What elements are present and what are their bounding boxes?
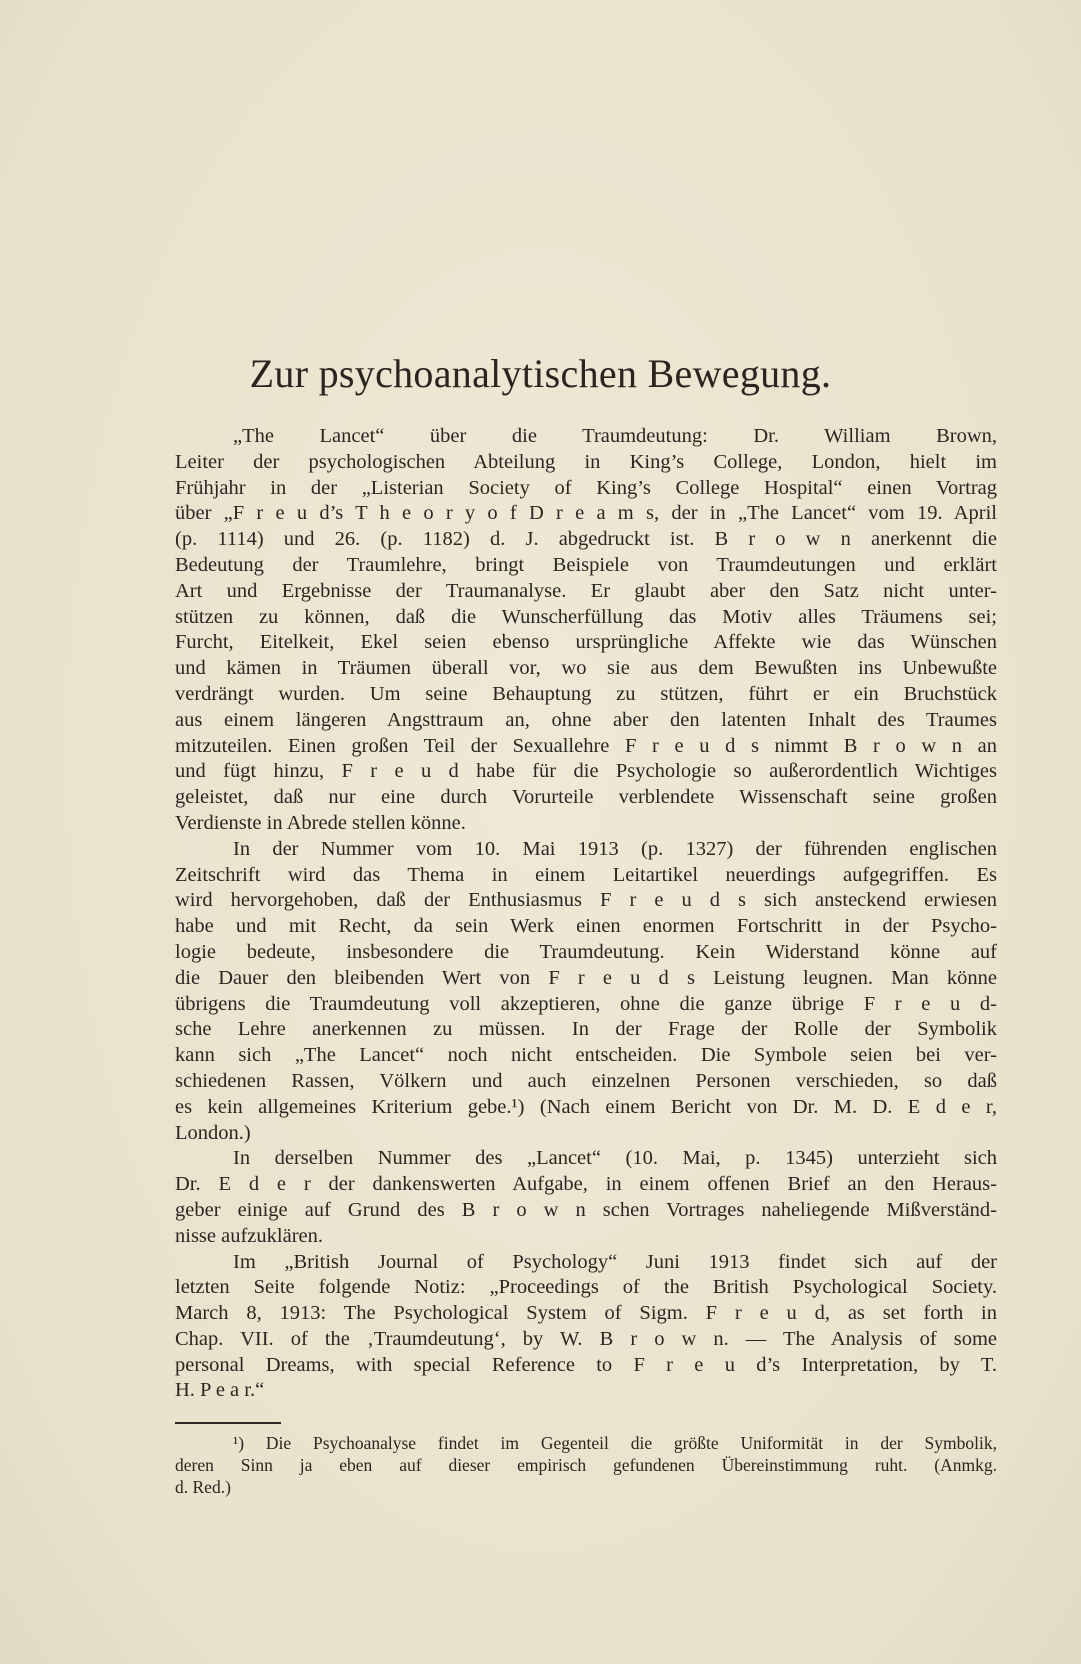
text-line: verdrängt wurden. Um seine Behauptung zu stützen, führt er ein Bruchstück [175, 682, 997, 705]
paragraph [175, 837, 997, 1147]
text-line: „The Lancet“ über die Traumdeutung: Dr. William Brown, [233, 425, 997, 447]
text-line: über „F r e u d’s T h e o r y o f D r e a m s, der in „The Lancet“ vom 19. April [175, 502, 997, 525]
paragraph [175, 1250, 997, 1405]
paragraph [175, 1146, 997, 1249]
text-line: habe und mit Recht, da sein Werk einen enormen Fortschritt in der Psycho- [175, 915, 997, 938]
text-line: letzten Seite folgende Notiz: „Proceedings of the British Psychological Society. [175, 1276, 997, 1299]
text-line: geleistet, daß nur eine durch Vorurteile verblendete Wissenschaft seine großen [175, 786, 997, 809]
footnote-line: deren Sinn ja eben auf dieser empirisch gefundenen Übereinstimmung ruht. (Anmkg. [175, 1455, 997, 1475]
text-line: personal Dreams, with special Reference to F r e u d’s Interpretation, by T. [175, 1353, 997, 1376]
text-line: logie bedeute, insbesondere die Traumdeutung. Kein Widerstand könne auf [175, 940, 997, 963]
text-line: Im „British Journal of Psychology“ Juni 1913 findet sich auf der [233, 1250, 997, 1273]
footnote-line: ¹) Die Psychoanalyse findet im Gegenteil die größte Uniformität in der Symbolik, [233, 1433, 997, 1453]
text-line: London.) [175, 1121, 251, 1144]
text-line: es kein allgemeines Kriterium gebe.¹) (Nach einem Bericht von Dr. M. D. E d e r, [175, 1095, 997, 1118]
text-line: die Dauer den bleibenden Wert von F r e u d s Leistung leugnen. Man könne [175, 966, 997, 989]
page-title: Zur psychoanalytischen Bewegung. [249, 351, 832, 396]
text-line: geber einige auf Grund des B r o w n schen Vortrages naheliegende Mißverständ- [175, 1198, 997, 1221]
text-line: wird hervorgehoben, daß der Enthusiasmus F r e u d s sich ansteckend erwiesen [175, 889, 997, 912]
text-line: stützen zu können, daß die Wunscherfüllung das Motiv alles Träumens sei; [175, 605, 997, 628]
text-line: H. P e a r.“ [175, 1379, 265, 1402]
text-line: aus einem längeren Angsttraum an, ohne aber den latenten Inhalt des Traumes [175, 708, 997, 731]
text-line: mitzuteilen. Einen großen Teil der Sexuallehre F r e u d s nimmt B r o w n an [175, 734, 997, 757]
text-line: March 8, 1913: The Psychological System of Sigm. F r e u d, as set forth in [175, 1302, 997, 1325]
text-line: Bedeutung der Traumlehre, bringt Beispiele von Traumdeutungen und erklärt [175, 553, 997, 576]
text-line: und fügt hinzu, F r e u d habe für die Psychologie so außerordentlich Wichtiges [175, 760, 997, 783]
text-line: schiedenen Rassen, Völkern und auch einzelnen Personen verschieden, so daß [175, 1069, 997, 1092]
text-line: übrigens die Traumdeutung voll akzeptieren, ohne die ganze übrige F r e u d- [175, 992, 997, 1015]
text-line: In der Nummer vom 10. Mai 1913 (p. 1327) der führenden englischen [233, 837, 997, 860]
text-line: Frühjahr in der „Listerian Society of King’s College Hospital“ einen Vortrag [175, 476, 997, 499]
text-line: Verdienste in Abrede stellen könne. [175, 811, 466, 834]
footnote [175, 1432, 997, 1498]
article-body [175, 424, 997, 1404]
text-line: nisse aufzuklären. [175, 1224, 323, 1247]
text-line: sche Lehre anerkennen zu müssen. In der Frage der Rolle der Symbolik [175, 1018, 997, 1041]
text-line: Zeitschrift wird das Thema in einem Leitartikel neuerdings aufgegriffen. Es [175, 863, 997, 886]
footnote-line: d. Red.) [175, 1477, 231, 1497]
footnote-divider [175, 1422, 281, 1424]
text-line: Furcht, Eitelkeit, Ekel seien ebenso ursprüngliche Affekte wie das Wünschen [175, 631, 997, 654]
text-line: In derselben Nummer des „Lancet“ (10. Mai, p. 1345) unterzieht sich [233, 1147, 997, 1170]
text-line: Art und Ergebnisse der Traumanalyse. Er glaubt aber den Satz nicht unter- [175, 579, 997, 602]
text-line: (p. 1114) und 26. (p. 1182) d. J. abgedruckt ist. B r o w n anerkennt die [175, 528, 997, 551]
text-line: Dr. E d e r der dankenswerten Aufgabe, in einem offenen Brief an den Heraus- [175, 1173, 997, 1196]
text-line: Chap. VII. of the ‚Traumdeutung‘, by W. B r o w n. — The Analysis of some [175, 1327, 997, 1350]
text-line: kann sich „The Lancet“ noch nicht entscheiden. Die Symbole seien bei ver- [175, 1044, 997, 1067]
text-line: und kämen in Träumen überall vor, wo sie aus dem Bewußten ins Unbewußte [175, 657, 997, 680]
paragraph [175, 424, 997, 837]
text-line: Leiter der psychologischen Abteilung in King’s College, London, hielt im [175, 450, 997, 473]
